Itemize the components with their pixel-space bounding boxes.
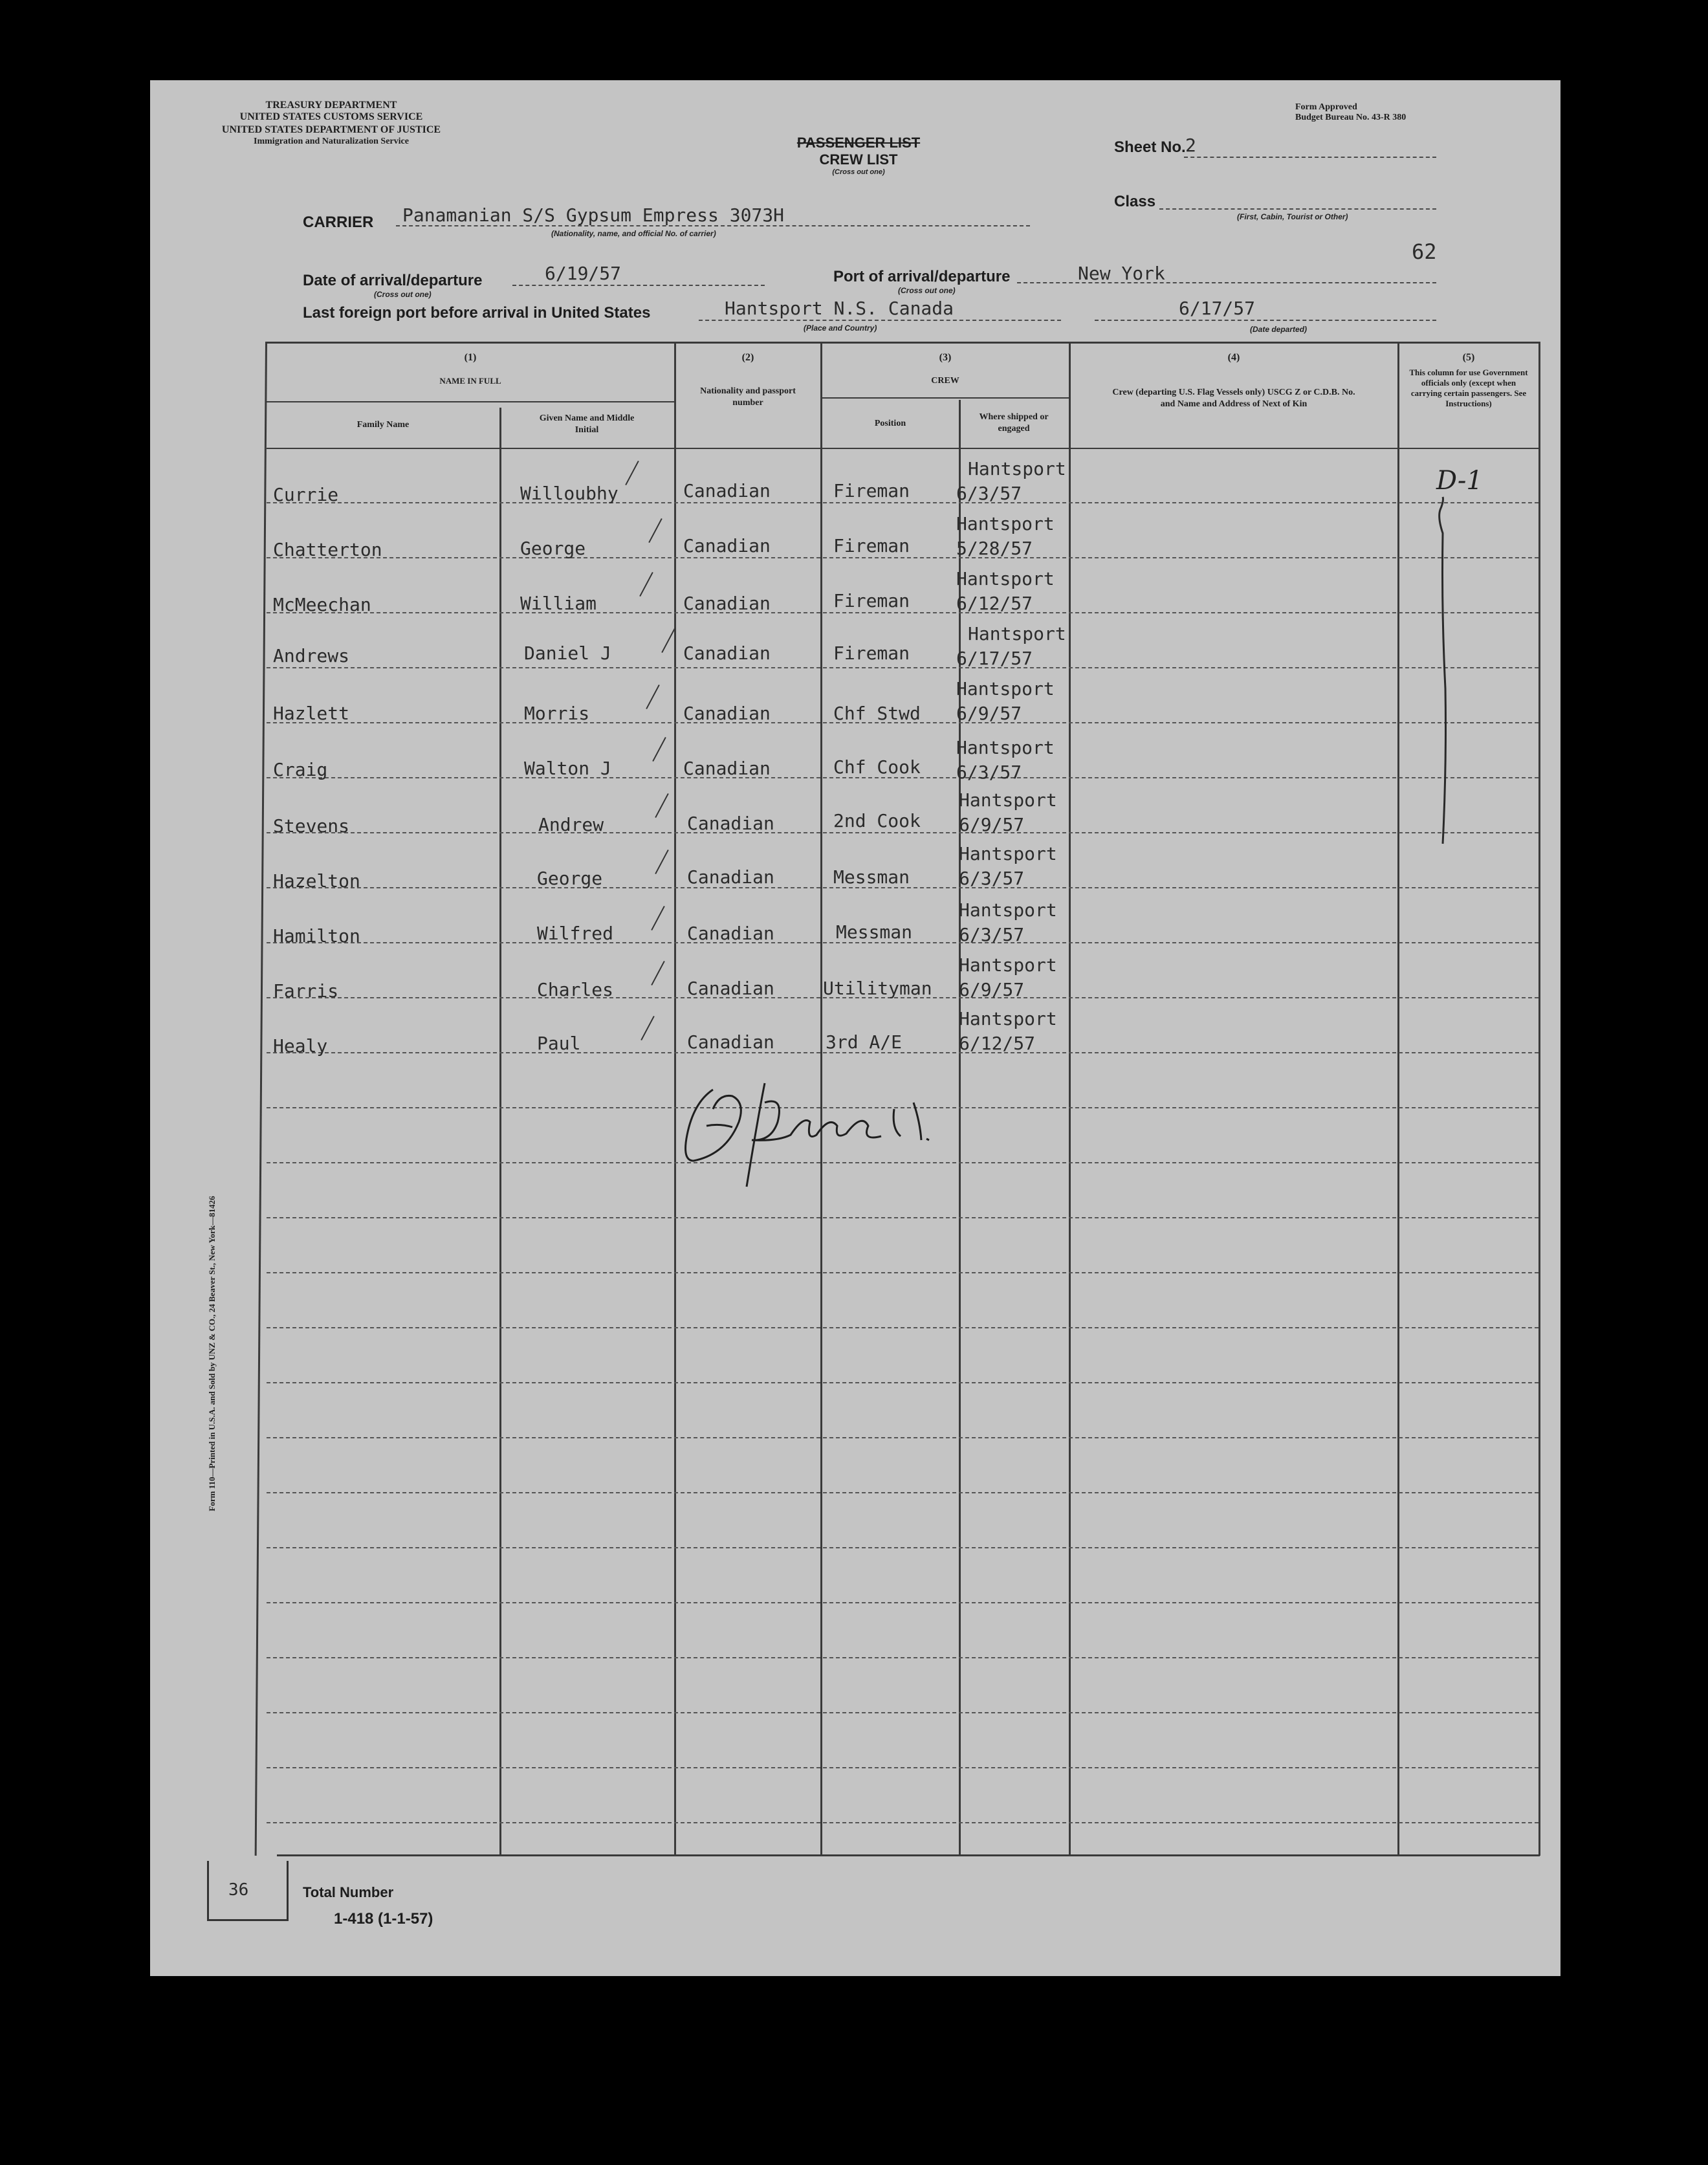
- position-cell: Chf Stwd: [833, 703, 921, 724]
- table-row: [150, 838, 1560, 893]
- position-cell: 3rd A/E: [826, 1031, 903, 1053]
- header-split-crew: [820, 397, 1069, 399]
- govt-column-mark: D-1: [1436, 466, 1483, 496]
- given-name-cell: Daniel J: [524, 643, 611, 664]
- date-line: [512, 285, 765, 286]
- table-row: [150, 673, 1560, 728]
- position-cell: 2nd Cook: [833, 810, 921, 831]
- shipped-place: Hantsport: [956, 513, 1055, 534]
- where-shipped-cell: [956, 622, 1066, 671]
- where-shipped-cell: [959, 898, 1057, 947]
- class-hint: (First, Cabin, Tourist or Other): [1237, 212, 1348, 221]
- sheet-label: Sheet No.: [1114, 138, 1186, 156]
- total-box: [207, 1861, 289, 1921]
- col3-number: (3): [939, 352, 952, 363]
- col4-number: (4): [1227, 352, 1240, 363]
- check-mark: [652, 737, 666, 762]
- carrier-line: [396, 225, 1030, 226]
- dept-line-4: Immigration and Naturalization Service: [254, 137, 409, 146]
- col5-title: This column for use Government officials only (except when carrying certain passengers. See Instructions): [1409, 368, 1528, 408]
- family-name-cell: Hazelton: [273, 870, 360, 892]
- nationality-cell: Canadian: [687, 866, 774, 888]
- header-bottom: [267, 448, 1540, 449]
- where-shipped-cell: [956, 457, 1066, 506]
- form-approved-line-1: Form Approved: [1295, 102, 1357, 112]
- table-row: [150, 453, 1560, 508]
- shipped-date: 5/28/57: [956, 538, 1033, 559]
- family-name-cell: Hazlett: [273, 703, 350, 724]
- position-cell: Utilityman: [823, 978, 932, 999]
- port-label: Port of arrival/departure: [833, 268, 1011, 285]
- where-shipped-cell: [956, 567, 1055, 616]
- given-name-cell: Morris: [524, 703, 590, 724]
- shipped-date: 6/3/57: [959, 924, 1025, 945]
- table-row: [150, 948, 1560, 1003]
- list-type-block: [784, 135, 933, 176]
- given-name-cell: Wilfred: [537, 923, 614, 944]
- table-bottom-border: [277, 1854, 1540, 1856]
- family-name-cell: Craig: [273, 759, 328, 780]
- table-top-border: [265, 342, 1540, 344]
- shipped-date: 6/12/57: [959, 1033, 1036, 1054]
- col5-number: (5): [1462, 352, 1475, 363]
- table-row: [150, 728, 1560, 783]
- sheet-line: [1184, 157, 1436, 158]
- shipped-date: 6/9/57: [959, 979, 1025, 1000]
- position-cell: Fireman: [833, 535, 910, 556]
- date-hint: (Cross out one): [374, 290, 432, 299]
- shipped-date: 6/9/57: [959, 814, 1025, 835]
- shipped-place: Hantsport: [959, 1008, 1057, 1029]
- position-header: Position: [874, 419, 906, 428]
- check-mark: [648, 518, 662, 543]
- signature: [668, 1064, 965, 1193]
- check-mark: [655, 850, 668, 874]
- position-cell: Fireman: [833, 480, 910, 501]
- department-heading: [195, 100, 467, 148]
- list-type-hint: (Cross out one): [832, 168, 885, 176]
- nationality-cell: Canadian: [687, 923, 774, 944]
- position-cell: Messman: [836, 921, 913, 943]
- shipped-place: Hantsport: [959, 954, 1057, 976]
- given-name-cell: William: [520, 593, 597, 614]
- family-name-cell: Stevens: [273, 815, 350, 837]
- where-shipped-cell: [956, 677, 1055, 726]
- last-port-label: Last foreign port before arrival in United States: [303, 304, 651, 322]
- table-row: [150, 783, 1560, 838]
- position-cell: Fireman: [833, 590, 910, 611]
- shipped-date: 6/3/57: [959, 868, 1025, 889]
- govt-column-bracket: [1431, 494, 1483, 857]
- port-hint: (Cross out one): [898, 286, 956, 295]
- check-mark: [661, 628, 675, 653]
- shipped-date: 6/17/57: [956, 648, 1033, 669]
- shipped-place: Hantsport: [959, 789, 1057, 811]
- where-shipped-cell: [959, 1007, 1057, 1056]
- form-approved: [1295, 102, 1406, 123]
- date-value: 6/19/57: [545, 263, 622, 284]
- col1-title: NAME IN FULL: [439, 376, 501, 386]
- family-name-cell: Chatterton: [273, 539, 382, 560]
- where-shipped-header: Where shipped or engaged: [979, 412, 1049, 434]
- dept-line-2: UNITED STATES CUSTOMS SERVICE: [239, 111, 423, 122]
- check-mark: [651, 906, 664, 930]
- table-row: [150, 563, 1560, 618]
- col4-title: Crew (departing U.S. Flag Vessels only) USCG Z or C.D.B. No. and Name and Address of Next of Kin: [1112, 388, 1355, 409]
- table-row: [150, 1003, 1560, 1058]
- col3-title: CREW: [931, 376, 959, 386]
- last-port-hint: (Place and Country): [804, 324, 877, 333]
- given-name-cell: Charles: [537, 979, 614, 1000]
- nationality-cell: Canadian: [683, 703, 771, 724]
- date-departed-value: 6/17/57: [1179, 298, 1256, 319]
- check-mark: [651, 961, 664, 985]
- shipped-date: 6/3/57: [956, 483, 1022, 504]
- position-cell: Chf Cook: [833, 756, 921, 778]
- last-port-line: [699, 320, 1061, 321]
- where-shipped-cell: [959, 788, 1057, 837]
- given-name-cell: George: [537, 868, 603, 889]
- col2-title: Nationality and passport number: [700, 386, 796, 408]
- nationality-cell: Canadian: [683, 643, 771, 664]
- carrier-hint: (Nationality, name, and official No. of carrier): [551, 229, 716, 238]
- given-name-cell: George: [520, 538, 586, 559]
- nationality-cell: Canadian: [683, 593, 771, 614]
- given-name-header: Given Name and Middle Initial: [539, 413, 635, 435]
- form-approved-line-2: Budget Bureau No. 43-R 380: [1295, 113, 1407, 122]
- check-mark: [655, 793, 668, 818]
- shipped-date: 6/12/57: [956, 593, 1033, 614]
- shipped-date: 6/9/57: [956, 703, 1022, 724]
- check-mark: [625, 461, 639, 485]
- where-shipped-cell: [956, 736, 1055, 785]
- family-name-header: Family Name: [356, 420, 410, 430]
- where-shipped-cell: [959, 953, 1057, 1002]
- sheet-value: 2: [1185, 135, 1196, 156]
- family-name-cell: Healy: [273, 1035, 328, 1057]
- class-label: Class: [1114, 193, 1156, 210]
- crew-list-form: [150, 80, 1560, 1976]
- date-departed-line: [1095, 320, 1436, 321]
- carrier-label: CARRIER: [303, 214, 374, 231]
- port-line: [1017, 282, 1436, 283]
- position-cell: Fireman: [833, 643, 910, 664]
- family-name-cell: Hamilton: [273, 925, 360, 947]
- col2-number: (2): [741, 352, 754, 363]
- check-mark: [640, 1016, 654, 1040]
- check-mark: [639, 572, 653, 597]
- last-port-value: Hantsport N.S. Canada: [725, 298, 954, 319]
- given-name-cell: Paul: [537, 1033, 581, 1054]
- given-name-cell: Willoubhy: [520, 483, 619, 504]
- shipped-date: 6/3/57: [956, 762, 1022, 783]
- shipped-place: Hantsport: [968, 623, 1066, 644]
- family-name-cell: Farris: [273, 980, 339, 1002]
- where-shipped-cell: [959, 842, 1057, 891]
- shipped-place: Hantsport: [959, 899, 1057, 921]
- given-name-cell: Walton J: [524, 758, 611, 779]
- shipped-place: Hantsport: [956, 737, 1055, 758]
- table-row: [150, 508, 1560, 563]
- class-line: [1159, 208, 1436, 210]
- col1-number: (1): [464, 352, 477, 363]
- date-departed-hint: (Date departed): [1250, 325, 1308, 334]
- header-split-name: [267, 401, 674, 402]
- table-row: [150, 893, 1560, 948]
- given-name-cell: Andrew: [538, 814, 604, 835]
- family-name-cell: McMeechan: [273, 594, 371, 615]
- nationality-cell: Canadian: [683, 535, 771, 556]
- dept-line-1: TREASURY DEPARTMENT: [265, 100, 397, 111]
- nationality-cell: Canadian: [683, 758, 771, 779]
- total-value: 36: [228, 1880, 249, 1900]
- nationality-cell: Canadian: [687, 978, 774, 999]
- table-row: [150, 618, 1560, 673]
- port-value: New York: [1078, 263, 1165, 284]
- shipped-place: Hantsport: [968, 458, 1066, 479]
- form-id: 1-418 (1-1-57): [334, 1910, 433, 1928]
- family-name-cell: Andrews: [273, 645, 350, 666]
- nationality-cell: Canadian: [683, 480, 771, 501]
- shipped-place: Hantsport: [956, 568, 1055, 589]
- dept-line-3: UNITED STATES DEPARTMENT OF JUSTICE: [221, 124, 441, 135]
- nationality-cell: Canadian: [687, 1031, 774, 1053]
- carrier-value: Panamanian S/S Gypsum Empress 3073H: [402, 204, 785, 226]
- page-number: 62: [1412, 239, 1437, 264]
- where-shipped-cell: [956, 512, 1055, 561]
- crew-list-title: CREW LIST: [819, 151, 898, 168]
- nationality-cell: Canadian: [687, 813, 774, 834]
- shipped-place: Hantsport: [956, 678, 1055, 699]
- position-cell: Messman: [833, 866, 910, 888]
- passenger-list-crossed: PASSENGER LIST: [796, 135, 921, 151]
- total-label: Total Number: [303, 1884, 394, 1900]
- shipped-place: Hantsport: [959, 843, 1057, 864]
- date-label: Date of arrival/departure: [303, 272, 483, 289]
- check-mark: [646, 685, 659, 709]
- side-print: Form 110—Printed in U.S.A. and Sold by UNZ & CO., 24 Beaver St., New York—81426: [207, 1196, 217, 1511]
- family-name-cell: Currie: [273, 484, 339, 505]
